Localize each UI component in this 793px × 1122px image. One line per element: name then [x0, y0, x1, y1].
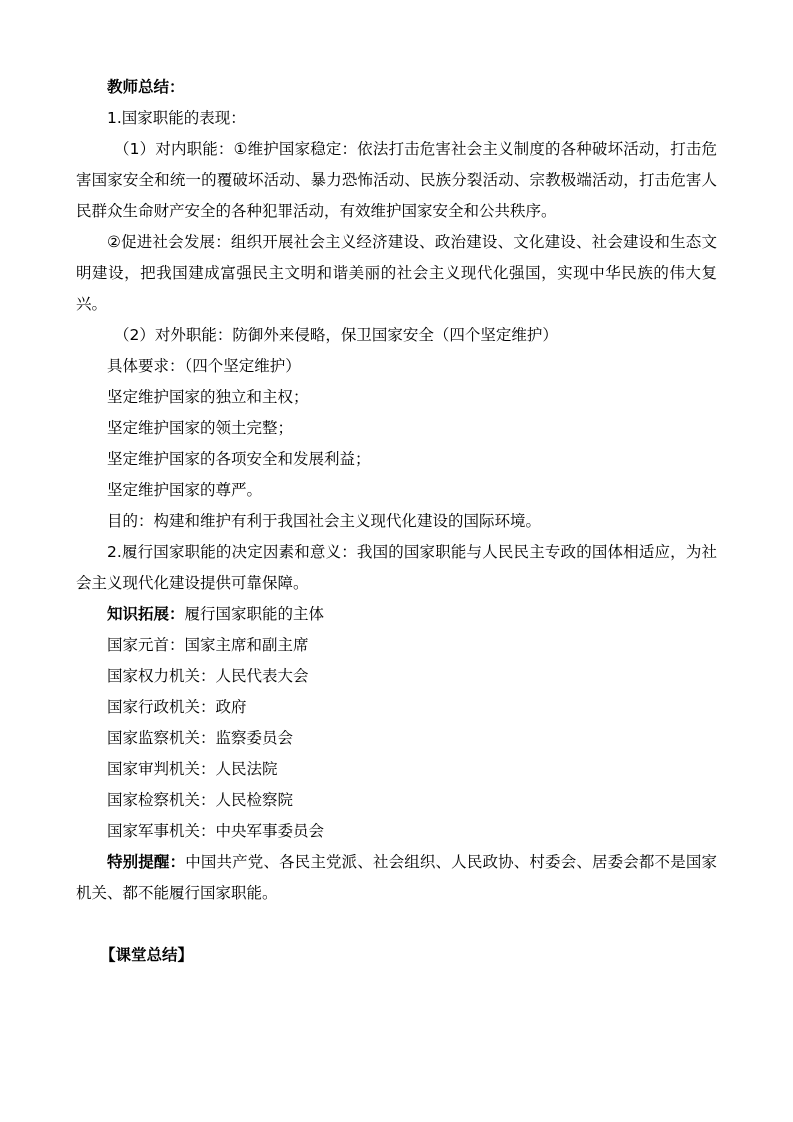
knowledge-extension	[76, 599, 717, 630]
requirement-item: 坚定维护国家的独立和主权；	[107, 388, 309, 406]
special-reminder-label: 特别提醒：	[107, 853, 186, 871]
teacher-summary-heading: 教师总结：	[107, 78, 185, 96]
knowledge-extension-text: 履行国家职能的主体	[184, 605, 325, 623]
special-reminder	[76, 847, 717, 909]
organ-item: 国家军事机关：中央军事委员会	[107, 822, 325, 840]
organ-item: 国家权力机关：人民代表大会	[107, 667, 309, 685]
requirement-item: 坚定维护国家的尊严。	[107, 481, 263, 499]
internal-functions-paragraph: （1）对内职能：①维护国家稳定：依法打击危害社会主义制度的各种破坏活动，打击危害国家安全和统一的覆破坏活动、暴力恐怖活动、民族分裂活动、宗教极端活动，打击危害人民群众生命财产安全的各种犯罪活动，有效维护国家安全和公共秩序。	[76, 140, 717, 220]
organ-item: 国家审判机关：人民法院	[107, 760, 278, 778]
knowledge-extension-label: 知识拓展：	[107, 605, 185, 623]
external-functions-paragraph: （2）对外职能：防御外来侵略，保卫国家安全（四个坚定维护）	[114, 326, 558, 344]
class-summary-heading: 【课堂总结】	[100, 946, 194, 964]
organ-item: 国家监察机关：监察委员会	[107, 729, 294, 747]
requirement-item: 坚定维护国家的领土完整；	[107, 419, 294, 437]
organ-item: 国家检察机关：人民检察院	[107, 791, 294, 809]
requirement-item: 坚定维护国家的各项安全和发展利益；	[107, 450, 371, 468]
organ-item: 国家行政机关：政府	[107, 698, 247, 716]
document-body	[76, 72, 717, 971]
item1-heading: 1.国家职能的表现：	[107, 109, 246, 127]
special-reminder-text: 中国共产党、各民主党派、社会组织、人民政协、村委会、居委会都不是国家机关、都不能履行国家职能。	[76, 853, 717, 902]
purpose-line: 目的：构建和维护有利于我国社会主义现代化建设的国际环境。	[107, 512, 542, 530]
organ-item: 国家元首：国家主席和副主席	[107, 636, 309, 654]
item2-paragraph: 2.履行国家职能的决定因素和意义：我国的国家职能与人民民主专政的国体相适应，为社会主义现代化建设提供可靠保障。	[76, 543, 717, 592]
requirements-heading: 具体要求：（四个坚定维护）	[107, 357, 301, 375]
social-development-paragraph: ②促进社会发展：组织开展社会主义经济建设、政治建设、文化建设、社会建设和生态文明建设，把我国建成富强民主文明和谐美丽的社会主义现代化强国，实现中华民族的伟大复兴。	[76, 233, 717, 313]
